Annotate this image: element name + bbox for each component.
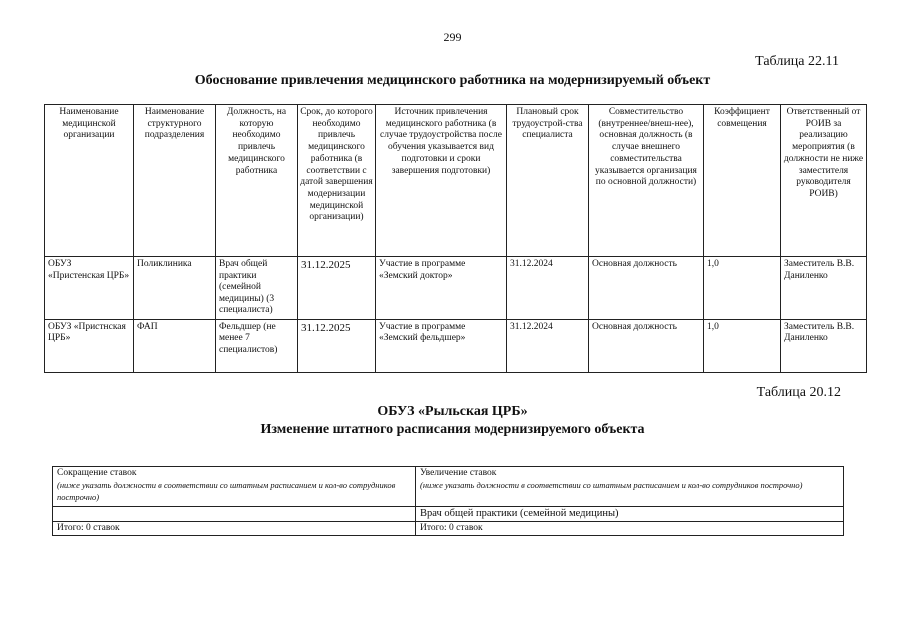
cell-department: Поликлиника	[134, 257, 216, 320]
cell-responsible: Заместитель В.В. Даниленко	[781, 319, 867, 372]
increase-header: Увеличение ставок	[420, 468, 497, 478]
reduction-total: Итого: 0 ставок	[53, 521, 416, 536]
header-cell: Наименование структурного подразделения	[134, 105, 216, 257]
table-row	[53, 507, 844, 522]
table2-caption: Таблица 20.12	[756, 385, 841, 400]
cell-coefficient: 1,0	[704, 319, 781, 372]
table-total-row	[53, 521, 844, 536]
increase-item: Врач общей практики (семейной медицины)	[416, 507, 844, 522]
cell-position: Фельдшер (не менее 7 специалистов)	[216, 319, 298, 372]
cell-combination: Основная должность	[589, 257, 704, 320]
reduction-note: (ниже указать должности в соответствии со штатным расписанием и кол-во сотрудников построчно)	[57, 479, 396, 502]
cell-position: Врач общей практики (семейной медицины) (3 специалиста)	[216, 257, 298, 320]
table2-title: Изменение штатного расписания модернизируемого объекта	[260, 422, 645, 437]
cell-planned-date: 31.12.2024	[507, 257, 589, 320]
cell-planned-date: 31.12.2024	[507, 319, 589, 372]
cell-source: Участие в программе «Земский фельдшер»	[376, 319, 507, 372]
cell-department: ФАП	[134, 319, 216, 372]
table-staff-attraction	[44, 104, 867, 373]
table1-title: Обоснование привлечения медицинского работника на модернизируемый объект	[194, 73, 711, 88]
table-staffing-change	[52, 466, 844, 536]
table1-caption: Таблица 22.11	[755, 54, 839, 69]
header-cell: Совместительство (внутреннее/внеш-нее), основная должность (в случае внешнего совместительства указывается организация по основной должности)	[589, 105, 704, 257]
header-cell: Источник привлечения медицинского работника (в случае трудоустройства после обучения указывается вид подготовки и сроки завершения подготовки)	[376, 105, 507, 257]
cell-source: Участие в программе «Земский доктор»	[376, 257, 507, 320]
increase-total: Итого: 0 ставок	[416, 521, 844, 536]
reduction-header-cell	[53, 467, 416, 507]
table-row	[45, 319, 867, 372]
table-row	[45, 257, 867, 320]
table2-org-title: ОБУЗ «Рыльская ЦРБ»	[377, 404, 528, 419]
cell-deadline: 31.12.2025	[298, 319, 376, 372]
header-cell: Наименование медицинской организации	[45, 105, 134, 257]
increase-note: (ниже указать должности в соответствии со штатным расписанием и кол-во сотрудников построчно)	[420, 479, 803, 490]
header-cell: Ответственный от РОИВ за реализацию мероприятия (в должности не ниже заместителя руководителя РОИВ)	[781, 105, 867, 257]
cell-coefficient: 1,0	[704, 257, 781, 320]
header-cell: Срок, до которого необходимо привлечь медицинского работника (в соответствии с датой завершения модернизации медицинской организации)	[298, 105, 376, 257]
header-cell: Плановый срок трудоустрой-ства специалиста	[507, 105, 589, 257]
cell-deadline: 31.12.2025	[298, 257, 376, 320]
page-number: 299	[443, 30, 462, 44]
header-cell: Должность, на которую необходимо привлечь медицинского работника	[216, 105, 298, 257]
cell-organization: ОБУЗ «Пристнская ЦРБ»	[45, 319, 134, 372]
increase-header-cell	[416, 467, 844, 507]
table-header-row	[45, 105, 867, 257]
header-cell: Коэффициент совмещения	[704, 105, 781, 257]
cell-combination: Основная должность	[589, 319, 704, 372]
cell-responsible: Заместитель В.В. Даниленко	[781, 257, 867, 320]
reduction-header: Сокращение ставок	[57, 468, 137, 478]
reduction-item	[53, 507, 416, 522]
cell-organization: ОБУЗ «Пристенская ЦРБ»	[45, 257, 134, 320]
table-header-row	[53, 467, 844, 507]
